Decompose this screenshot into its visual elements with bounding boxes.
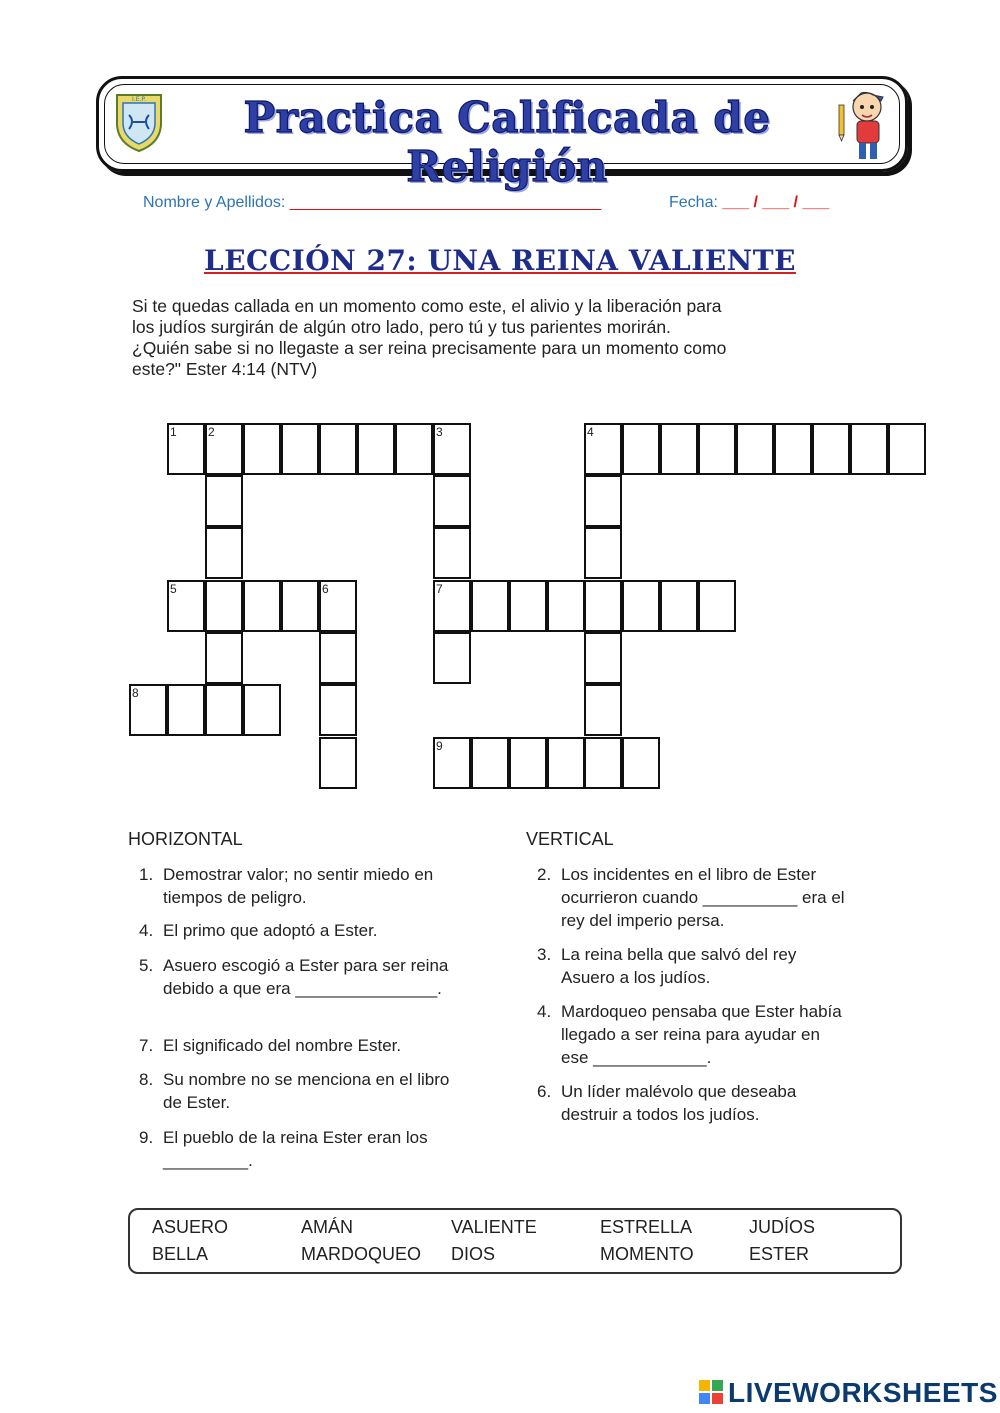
horizontal-clue <box>139 1068 450 1114</box>
word-bank-item: ESTRELLA <box>600 1217 693 1237</box>
crossword-cell[interactable] <box>243 684 281 736</box>
clue-text: Un líder malévolo que deseaba <box>561 1082 797 1101</box>
clue-num: 4. <box>537 1002 552 1021</box>
crossword-cell[interactable] <box>243 580 281 632</box>
crossword-cell[interactable] <box>433 737 471 789</box>
crossword-cell[interactable] <box>698 423 736 475</box>
crossword-cell[interactable] <box>660 423 698 475</box>
crossword-cell[interactable] <box>205 632 243 684</box>
clue-text: El significado del nombre Ester. <box>163 1036 402 1055</box>
clue-num: 9. <box>139 1128 154 1147</box>
clue-text: Mardoqueo pensaba que Ester había <box>561 1002 842 1021</box>
clue-text: La reina bella que salvó del rey <box>561 945 797 964</box>
clue-text: tiempos de peligro. <box>163 888 307 907</box>
word-bank-item: VALIENTE <box>451 1217 537 1237</box>
crossword-cell[interactable] <box>319 580 357 632</box>
crossword-cell[interactable] <box>736 423 774 475</box>
school-crest-icon <box>113 89 165 153</box>
crossword-cell[interactable] <box>433 475 471 527</box>
date-label: Fecha: <box>669 194 718 211</box>
liveworksheets-logo-icon <box>698 1379 724 1405</box>
horizontal-clue <box>139 1126 428 1172</box>
word-bank <box>128 1208 902 1274</box>
word-bank-item: DIOS <box>451 1244 496 1264</box>
lesson-title: LECCIÓN 27: UNA REINA VALIENTE <box>204 244 796 277</box>
brand-text: LIVEWORKSHEETS <box>728 1377 998 1408</box>
crossword-cell[interactable] <box>205 684 243 736</box>
crossword-cell[interactable] <box>547 737 585 789</box>
clue-text: destruir a todos los judíos. <box>561 1105 760 1124</box>
crossword-cell[interactable] <box>205 580 243 632</box>
crossword-cell[interactable] <box>812 423 850 475</box>
crossword-cell[interactable] <box>584 737 622 789</box>
name-label: Nombre y Apellidos: <box>143 194 286 211</box>
clue-text: de Ester. <box>163 1093 231 1112</box>
date-blank[interactable]: ___ / ___ / ___ <box>722 194 830 211</box>
crossword-cell[interactable] <box>129 684 167 736</box>
clue-num: 5. <box>139 956 154 975</box>
crossword-cell[interactable] <box>584 527 622 579</box>
clue-text: Asuero a los judíos. <box>561 968 711 987</box>
word-bank-item: AMÁN <box>301 1217 354 1237</box>
crossword-cell[interactable] <box>850 423 888 475</box>
liveworksheets-brand[interactable] <box>698 1377 998 1409</box>
crossword-cell[interactable] <box>319 632 357 684</box>
vertical-heading: VERTICAL <box>526 829 614 849</box>
clue-num: 2. <box>537 865 552 884</box>
clue-text: El pueblo de la reina Ester eran los <box>163 1128 428 1147</box>
crossword-cell[interactable] <box>584 632 622 684</box>
crossword-cell[interactable] <box>584 684 622 736</box>
clue-num: 3. <box>537 945 552 964</box>
clue-number: 2 <box>208 425 215 439</box>
crossword-cell[interactable] <box>319 423 357 475</box>
crossword-cell[interactable] <box>584 423 622 475</box>
crossword-cell[interactable] <box>167 684 205 736</box>
crossword-cell[interactable] <box>205 527 243 579</box>
name-field[interactable] <box>143 194 601 212</box>
vertical-clue <box>537 943 797 989</box>
crossword-cell[interactable] <box>395 423 433 475</box>
word-bank-item: BELLA <box>152 1244 209 1264</box>
crossword-cell[interactable] <box>205 475 243 527</box>
clue-number: 1 <box>170 425 177 439</box>
word-bank-item: MARDOQUEO <box>301 1244 422 1264</box>
clue-text: rey del imperio persa. <box>561 911 725 930</box>
crossword-cell[interactable] <box>774 423 812 475</box>
clue-number: 7 <box>436 582 443 596</box>
clue-num: 7. <box>139 1036 154 1055</box>
crossword-cell[interactable] <box>357 423 395 475</box>
crossword-cell[interactable] <box>205 423 243 475</box>
crossword-cell[interactable] <box>471 737 509 789</box>
crossword-cell[interactable] <box>281 580 319 632</box>
clue-number: 8 <box>132 686 139 700</box>
crossword-cell[interactable] <box>167 580 205 632</box>
crossword-cell[interactable] <box>433 423 471 475</box>
header-banner <box>96 76 908 191</box>
verse-line: Si te quedas callada en un momento como este, el alivio y la liberación para <box>132 296 722 316</box>
verse-line: los judíos surgirán de algún otro lado, pero tú y tus parientes morirán. <box>132 317 671 337</box>
clue-number: 4 <box>587 425 594 439</box>
crossword-cell[interactable] <box>433 527 471 579</box>
clue-text: Su nombre no se menciona en el libro <box>163 1070 450 1089</box>
crossword-cell[interactable] <box>584 475 622 527</box>
crossword-cell[interactable] <box>471 580 509 632</box>
worksheet-title: Practica Calificada de Religión <box>243 93 771 191</box>
word-bank-item: ESTER <box>749 1244 810 1264</box>
clue-num: 6. <box>537 1082 552 1101</box>
bible-verse <box>132 296 922 380</box>
crossword-cell[interactable] <box>319 684 357 736</box>
clue-text: Los incidentes en el libro de Ester <box>561 865 817 884</box>
crossword-cell[interactable] <box>547 580 585 632</box>
vertical-clue <box>537 863 845 932</box>
clue-num: 4. <box>139 921 154 940</box>
crossword-cell[interactable] <box>167 423 205 475</box>
clue-number: 3 <box>436 425 443 439</box>
name-blank[interactable]: ___________________________________ <box>289 194 602 211</box>
clue-text: debido a que era _______________. <box>163 979 442 998</box>
horizontal-heading: HORIZONTAL <box>128 829 243 849</box>
crossword-cell[interactable] <box>698 580 736 632</box>
crossword-cell[interactable] <box>433 632 471 684</box>
crossword-cell[interactable] <box>281 423 319 475</box>
clue-text: Asuero escogió a Ester para ser reina <box>163 956 449 975</box>
word-bank-item: MOMENTO <box>600 1244 694 1264</box>
clue-text: _________. <box>163 1151 253 1170</box>
crossword-cell[interactable] <box>319 737 357 789</box>
word-bank-item: JUDÍOS <box>749 1217 816 1237</box>
student-cartoon-icon <box>833 85 895 165</box>
horizontal-clue <box>139 919 378 942</box>
clue-number: 6 <box>322 582 329 596</box>
crossword-cell[interactable] <box>509 737 547 789</box>
crossword-cell[interactable] <box>660 580 698 632</box>
crossword-cell[interactable] <box>622 737 660 789</box>
word-bank-item: ASUERO <box>152 1217 229 1237</box>
crossword-cell[interactable] <box>622 580 660 632</box>
clue-num: 8. <box>139 1070 154 1089</box>
verse-line: ¿Quién sabe si no llegaste a ser reina precisamente para un momento como <box>132 338 727 358</box>
svg-text:I.E.P.: I.E.P. <box>132 96 146 103</box>
horizontal-clue <box>139 863 434 909</box>
clue-text: El primo que adoptó a Ester. <box>163 921 378 940</box>
vertical-clue <box>537 1000 842 1069</box>
crossword-cell[interactable] <box>243 423 281 475</box>
crossword-cell[interactable] <box>433 580 471 632</box>
crossword-cell[interactable] <box>584 580 622 632</box>
vertical-clue <box>537 1080 797 1126</box>
horizontal-clue <box>139 954 449 1000</box>
clue-text: Demostrar valor; no sentir miedo en <box>163 865 434 884</box>
date-field[interactable] <box>669 194 829 212</box>
crossword-cell[interactable] <box>509 580 547 632</box>
clue-number: 5 <box>170 582 177 596</box>
crossword-cell[interactable] <box>888 423 926 475</box>
horizontal-clue <box>139 1034 402 1057</box>
clue-number: 9 <box>436 739 443 753</box>
clue-text: ese ____________. <box>561 1048 712 1067</box>
clue-num: 1. <box>139 865 154 884</box>
verse-line: este?" Ester 4:14 (NTV) <box>132 359 318 379</box>
crossword-cell[interactable] <box>622 423 660 475</box>
clue-text: ocurrieron cuando __________ era el <box>561 888 845 907</box>
clue-text: llegado a ser reina para ayudar en <box>561 1025 820 1044</box>
